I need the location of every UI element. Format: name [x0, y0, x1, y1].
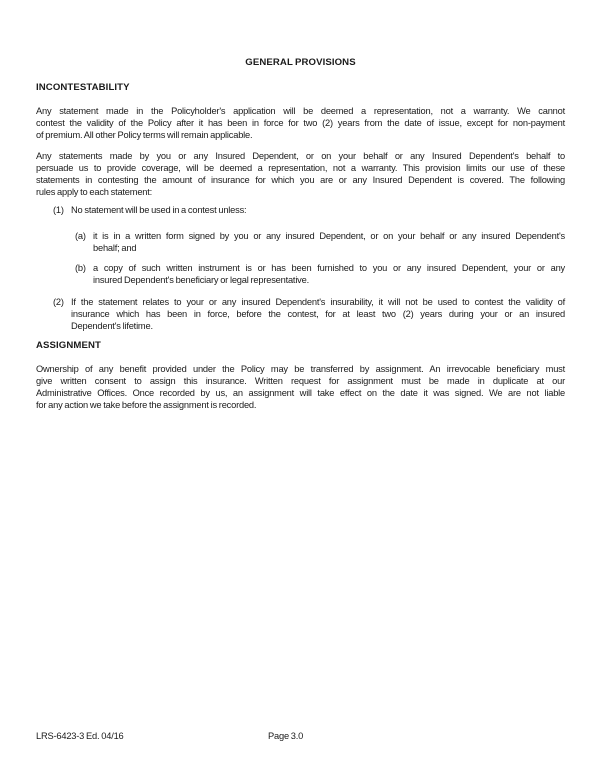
document-body: [36, 57, 565, 411]
paragraph-assignment-1: [36, 363, 565, 411]
list-item-text: [71, 296, 565, 332]
list-item-1b: [36, 262, 565, 286]
list-marker: (2): [53, 297, 64, 307]
text-line: behalf; and: [93, 243, 137, 253]
section-heading-incontestability: INCONTESTABILITY: [36, 82, 130, 93]
text-line: contest the validity of the Policy after it has been in force for two (2) years from the date of issue, except for non-payment: [36, 118, 565, 128]
text-line: it is in a written form signed by you or any insured Dependent, or on your behalf or any insured Dependent's: [93, 231, 565, 241]
text-line: give written consent to assign this insurance. Written request for assignment must be made in duplicate at our: [36, 376, 565, 386]
page-title: GENERAL PROVISIONS: [245, 57, 356, 68]
list-item-text: [93, 262, 565, 286]
text-line: a copy of such written instrument is or has been furnished to you or any insured Dependent, your or any: [93, 263, 565, 273]
list-marker: (a): [75, 231, 86, 241]
text-line: Any statements made by you or any Insured Dependent, or on your behalf or any Insured Dependent's behalf to: [36, 151, 565, 161]
list-item-1: [36, 204, 565, 216]
text-line: statements in contesting the amount of insurance for which you are or any Insured Dependent is covered. The following: [36, 175, 565, 185]
text-line: for any action we take before the assignment is recorded.: [36, 400, 257, 410]
section-heading-assignment: ASSIGNMENT: [36, 340, 101, 351]
list-item-text: [93, 230, 565, 254]
text-line: insured Dependent's beneficiary or legal representative.: [93, 275, 309, 285]
text-line: If the statement relates to your or any insured Dependent's insurability, it will not be used to contest the validity of: [71, 297, 565, 307]
list-marker: (b): [75, 263, 86, 273]
text-line: Administrative Offices. Once recorded by us, an assignment will take effect on the date it was signed. We are not liable: [36, 388, 565, 398]
list-item-2: [36, 296, 565, 332]
text-line: persuade us to provide coverage, will be deemed a representation, not a warranty. This provision limits our use of these: [36, 163, 565, 173]
list-marker: (1): [53, 205, 64, 215]
text-line: No statement will be used in a contest unless:: [71, 205, 247, 215]
text-line: Dependent's lifetime.: [71, 321, 153, 331]
text-line: Any statement made in the Policyholder's application will be deemed a representation, not a warranty. We cannot: [36, 106, 565, 116]
list-item-1a: [36, 230, 565, 254]
footer-form-number: LRS-6423-3 Ed. 04/16: [36, 731, 124, 741]
text-line: Ownership of any benefit provided under the Policy may be transferred by assignment. An irrevocable beneficiary must: [36, 364, 565, 374]
list-item-text: [71, 204, 565, 216]
paragraph-incontestability-1: [36, 105, 565, 141]
text-line: insurance which has been in force, before the contest, for at least two (2) years during your or an insured: [71, 309, 565, 319]
paragraph-incontestability-2: [36, 150, 565, 198]
footer-page-number: Page 3.0: [268, 731, 304, 741]
text-line: of premium. All other Policy terms will remain applicable.: [36, 130, 253, 140]
text-line: rules apply to each statement:: [36, 187, 153, 197]
